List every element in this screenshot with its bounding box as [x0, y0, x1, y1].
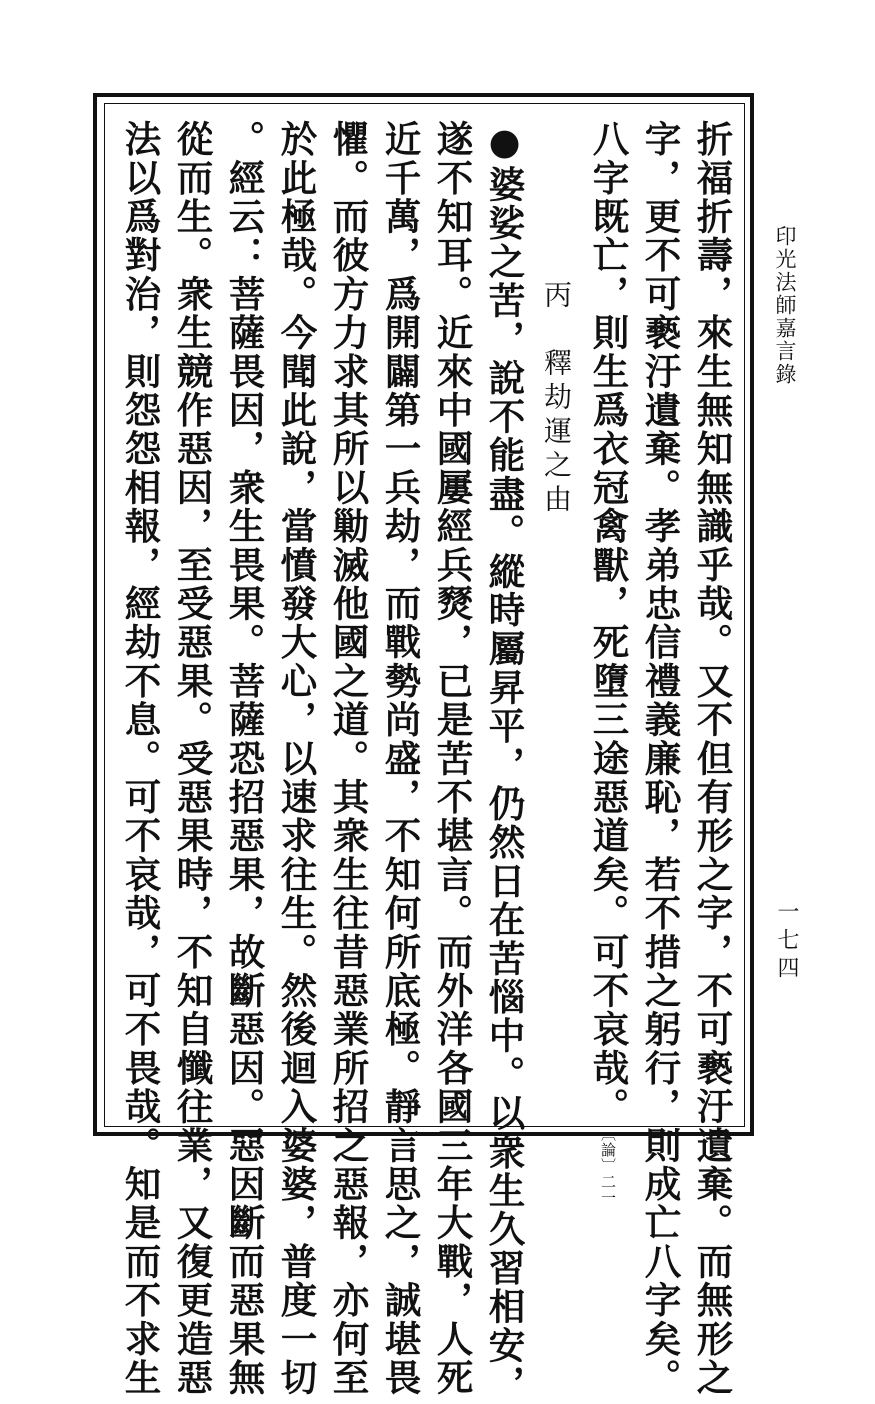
page-number: 一七四	[774, 900, 799, 984]
bullet-icon: ●	[483, 120, 526, 166]
text-column-9: 於此極哉。今聞此說，當憤發大心，以速求往生。然後迴入婆婆，普度一切	[275, 120, 318, 1398]
section-heading	[530, 120, 582, 1120]
text-column-11: 從而生。衆生競作惡因，至受惡果。受惡果時，不知自懺往業，又復更造惡	[171, 120, 214, 1398]
section-heading-text: 釋劫運之由	[540, 348, 573, 518]
text-column-1: 折福折壽，來生無知無識乎哉。又不但有形之字，不可褻汙遺棄。而無形之	[691, 120, 734, 1398]
text-column-6: 遂不知耳。近來中國屢經兵燹，已是苦不堪言。而外洋各國三年大戰，人死	[431, 120, 474, 1398]
text-column-5	[478, 120, 530, 1404]
text-column-7: 近千萬，爲開闢第一兵劫，而戰勢尚盛，不知何所底極。靜言思之，誠堪畏	[379, 120, 422, 1398]
text-column-2: 字，更不可褻汙遺棄。孝弟忠信禮義廉恥，若不措之躬行，則成亡八字矣。	[639, 120, 682, 1398]
text-column-3-body: 八字既亡，則生爲衣冠禽獸，死墮三途惡道矣。可不哀哉。	[587, 120, 630, 1127]
text-column-5-body: 婆娑之苦，說不能盡。縱時屬昇平，仍然日在苦惱中。以衆生久習相安，	[483, 165, 526, 1404]
section-heading-label: 丙	[540, 280, 573, 314]
book-title: 印光法師嘉言錄	[773, 225, 797, 386]
text-column-12: 法以爲對治，則怨怨相報，經劫不息。可不哀哉，可不畏哉。知是而不求生	[119, 120, 162, 1398]
text-column-10: 。經云：菩薩畏因，衆生畏果。菩薩恐招惡果，故斷惡因。惡因斷而惡果無	[223, 120, 266, 1398]
source-note: 〔論〕二一	[599, 1126, 617, 1207]
text-column-3	[582, 120, 634, 1207]
body-text	[118, 120, 738, 1404]
text-column-8: 懼。而彼方力求其所以勦滅他國之道。其衆生往昔惡業所招之惡報，亦何至	[327, 120, 370, 1398]
